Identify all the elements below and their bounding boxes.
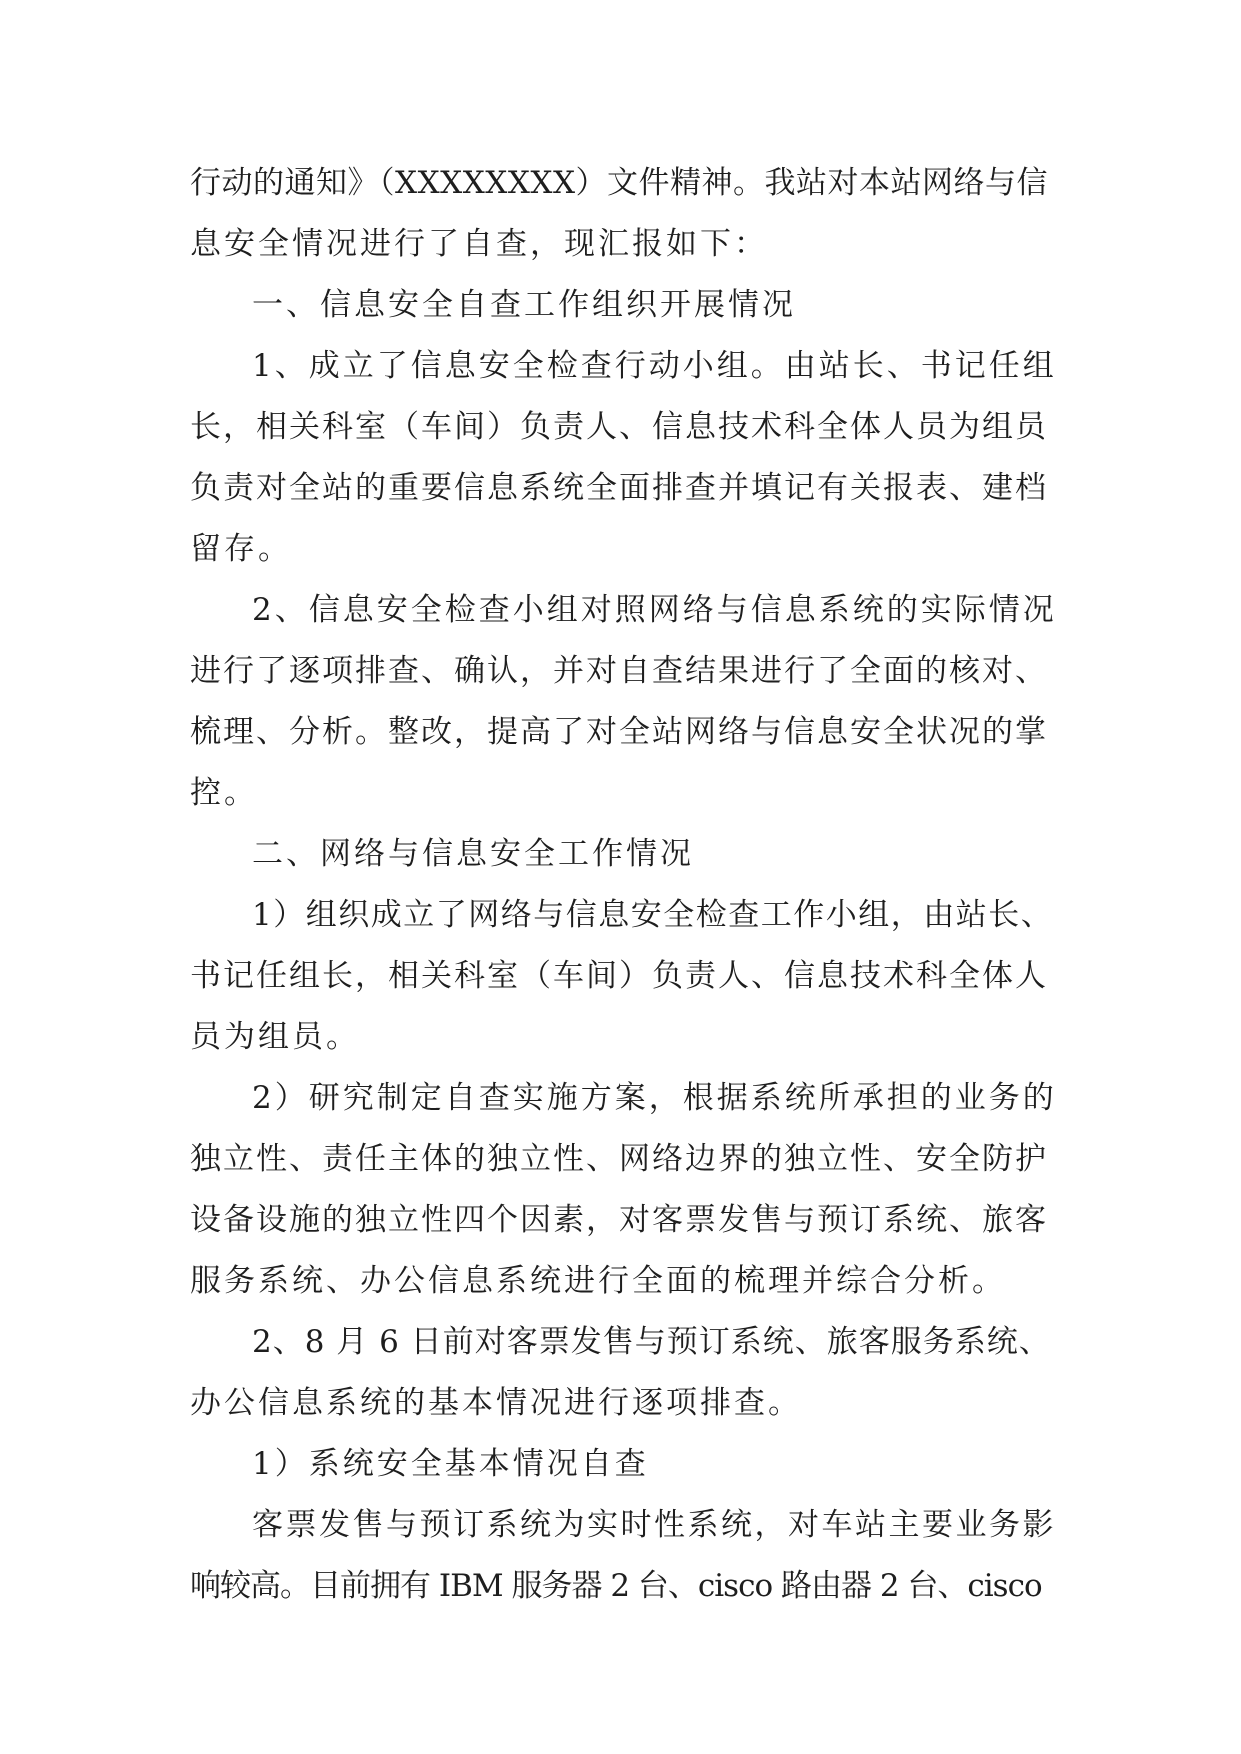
section-heading: 二、网络与信息安全工作情况 xyxy=(252,836,694,872)
text-line: 客票发售与预订系统为实时性系统，对车站主要业务影 xyxy=(252,1507,1056,1543)
text-line: 1）组织成立了网络与信息安全检查工作小组，由站长、 xyxy=(252,897,1054,933)
text-line: 2、信息安全检查小组对照网络与信息系统的实际情况 xyxy=(252,592,1057,628)
text-line: 员为组员。 xyxy=(190,1019,360,1055)
text-line: 设备设施的独立性四个因素，对客票发售与预订系统、旅客 xyxy=(190,1202,1048,1238)
document-body xyxy=(190,153,1060,1617)
text-line: 行动的通知》（XXXXXXXX）文件精神。我站对本站网络与信 xyxy=(190,165,1049,201)
section-heading: 一、信息安全自查工作组织开展情况 xyxy=(252,287,796,323)
text-line: 负责对全站的重要信息系统全面排查并填记有关报表、建档 xyxy=(190,470,1048,506)
text-line: 办公信息系统的基本情况进行逐项排查。 xyxy=(190,1385,802,1421)
text-line: 梳理、分析。整改，提高了对全站网络与信息安全状况的掌 xyxy=(190,714,1048,750)
text-line: 进行了逐项排查、确认，并对自查结果进行了全面的核对、 xyxy=(190,653,1048,689)
text-line: 响较高。目前拥有 IBM 服务器 2 台、cisco 路由器 2 台、cisco xyxy=(190,1568,1042,1604)
text-line: 息安全情况进行了自查，现汇报如下： xyxy=(190,226,768,262)
text-line: 书记任组长，相关科室（车间）负责人、信息技术科全体人 xyxy=(190,958,1048,994)
text-line: 长，相关科室（车间）负责人、信息技术科全体人员为组员 xyxy=(190,409,1048,445)
text-line: 服务系统、办公信息系统进行全面的梳理并综合分析。 xyxy=(190,1263,1006,1299)
text-line: 控。 xyxy=(190,775,258,811)
subsection-heading: 1）系统安全基本情况自查 xyxy=(252,1446,649,1482)
text-line: 留存。 xyxy=(190,531,292,567)
text-line: 独立性、责任主体的独立性、网络边界的独立性、安全防护 xyxy=(190,1141,1048,1177)
text-line: 1、成立了信息安全检查行动小组。由站长、书记任组 xyxy=(252,348,1057,384)
text-line: 2、8 月 6 日前对客票发售与预订系统、旅客服务系统、 xyxy=(252,1324,1051,1360)
text-line: 2）研究制定自查实施方案，根据系统所承担的业务的 xyxy=(252,1080,1057,1116)
